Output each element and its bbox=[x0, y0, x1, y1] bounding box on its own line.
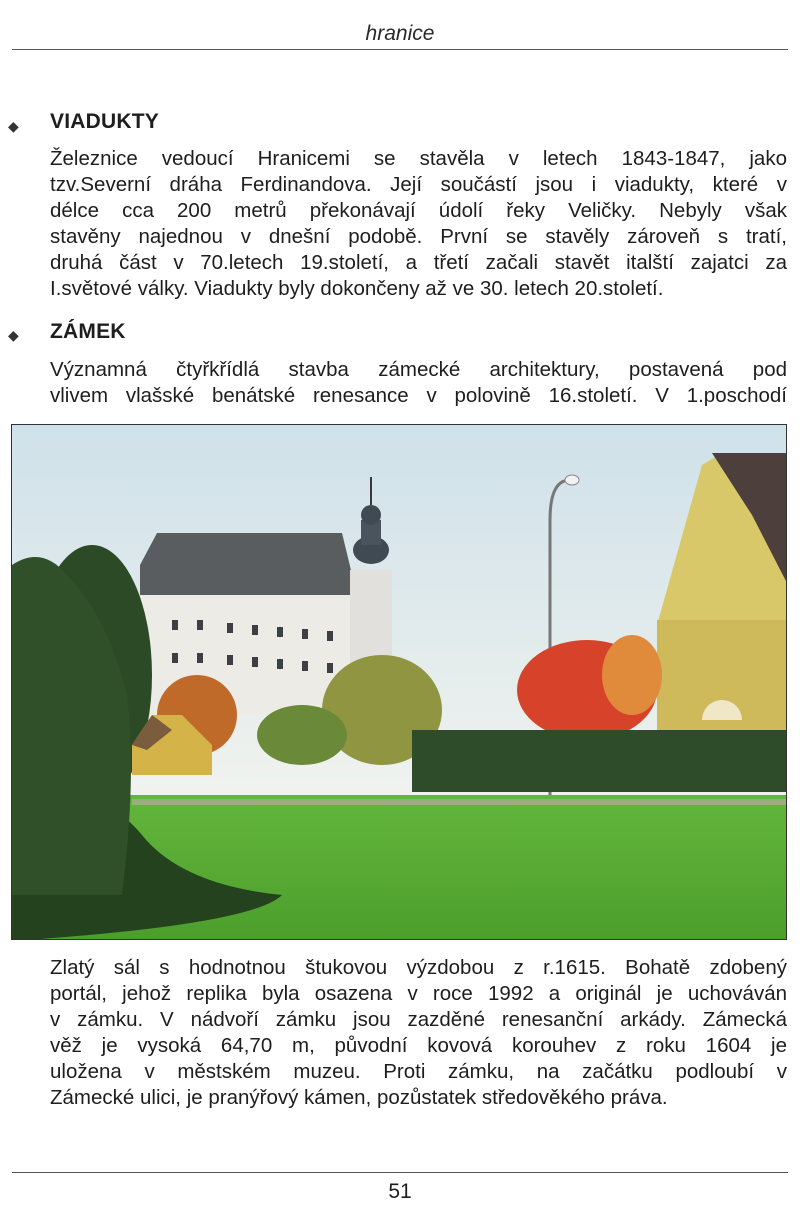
text-line: tzv.Severní dráha Ferdinandova. Její součástí jsou i viadukty, které v bbox=[50, 173, 787, 196]
text-line: I.světové války. Viadukty byly dokončeny až ve 30. letech 20.století. bbox=[50, 277, 664, 300]
text-line: portál, jehož replika byla osazena v roce 1992 a originál je uchováván bbox=[50, 982, 787, 1005]
text-line: věž je vysoká 64,70 m, původní kovová korouhev z roku 1604 je bbox=[50, 1034, 787, 1057]
section-heading-viadukty: VIADUKTY bbox=[50, 110, 159, 133]
paragraph-zamek bbox=[50, 357, 787, 409]
page-number: 51 bbox=[388, 1180, 412, 1203]
footer-rule bbox=[12, 1172, 788, 1173]
text-line: Zlatý sál s hodnotnou štukovou výzdobou z r.1615. Bohatě zdobený bbox=[50, 956, 787, 979]
section-heading-zamek: ZÁMEK bbox=[50, 320, 126, 343]
running-header: hranice bbox=[365, 22, 435, 45]
header-rule bbox=[12, 49, 788, 50]
text-line: druhá část v 70.letech 19.století, a třetí začali stavět italští zajatci za bbox=[50, 251, 787, 274]
castle-illustration bbox=[12, 425, 787, 940]
bullet-icon: ◆ bbox=[8, 327, 19, 343]
text-line: délce cca 200 metrů překonávají údolí řeky Veličky. Nebyly však bbox=[50, 199, 787, 222]
castle-photo bbox=[11, 424, 787, 940]
paragraph-viadukty bbox=[50, 146, 787, 302]
text-line: vlivem vlašské benátské renesance v polovině 16.století. V 1.poschodí bbox=[50, 384, 787, 407]
paragraph-zamek-continued bbox=[50, 955, 787, 1111]
text-line: Železnice vedoucí Hranicemi se stavěla v letech 1843-1847, jako bbox=[50, 147, 787, 170]
text-line: Významná čtyřkřídlá stavba zámecké architektury, postavená pod bbox=[50, 358, 787, 381]
text-line: v zámku. V nádvoří zámku jsou zazděné renesanční arkády. Zámecká bbox=[50, 1008, 787, 1031]
text-line: Zámecké ulici, je pranýřový kámen, pozůstatek středověkého práva. bbox=[50, 1086, 668, 1109]
text-line: stavěny najednou v dnešní podobě. První se stavěly zároveň s tratí, bbox=[50, 225, 787, 248]
text-line: uložena v městském muzeu. Proti zámku, na začátku podloubí v bbox=[50, 1060, 787, 1083]
bullet-icon: ◆ bbox=[8, 118, 19, 134]
